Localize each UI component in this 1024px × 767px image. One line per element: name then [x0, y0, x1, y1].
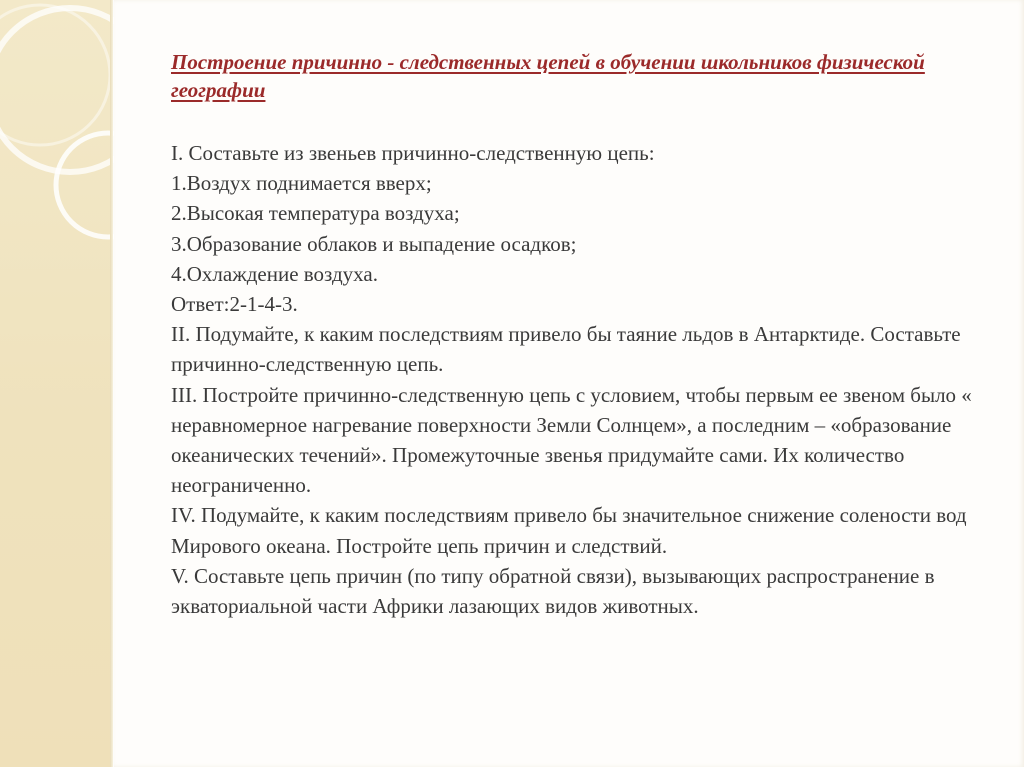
task-2: II. Подумайте, к каким последствиям привело бы таяние льдов в Антарктиде. Составьте причинно-следственную цепь. [171, 322, 961, 377]
task-1-intro: I. Составьте из звеньев причинно-следственную цепь: [171, 141, 655, 165]
task-3: III. Постройте причинно-следственную цепь с условием, чтобы первым ее звеном было « неравномерное нагревание поверхности Земли Солнцем», а последним – «образование океанических течений». Промежуточные звенья придумайте сами. Их количество неограниченно. [171, 382, 972, 498]
task-1-item-4: 4.Охлаждение воздуха. [171, 261, 378, 286]
decorative-edge [110, 0, 113, 767]
task-1-item-1: 1.Воздух поднимается вверх; [171, 171, 432, 196]
task-list [171, 138, 981, 621]
slide-title: Построение причинно - следственных цепей в обучении школьников физической географии [171, 50, 925, 102]
task-4: IV. Подумайте, к каким последствиям привело бы значительное снижение солености вод Мирового океана. Постройте цепь причин и следствий. [171, 503, 967, 558]
task-5: V. Составьте цепь причин (по типу обратной связи), вызывающих распространение в экваториальной части Африки лазающих видов животных. [171, 563, 935, 619]
task-1-item-2: 2.Высокая температура воздуха; [171, 201, 460, 226]
task-1-item-3: 3.Образование облаков и выпадение осадков; [171, 231, 577, 256]
task-1-answer: Ответ:2-1-4-3. [171, 292, 298, 317]
